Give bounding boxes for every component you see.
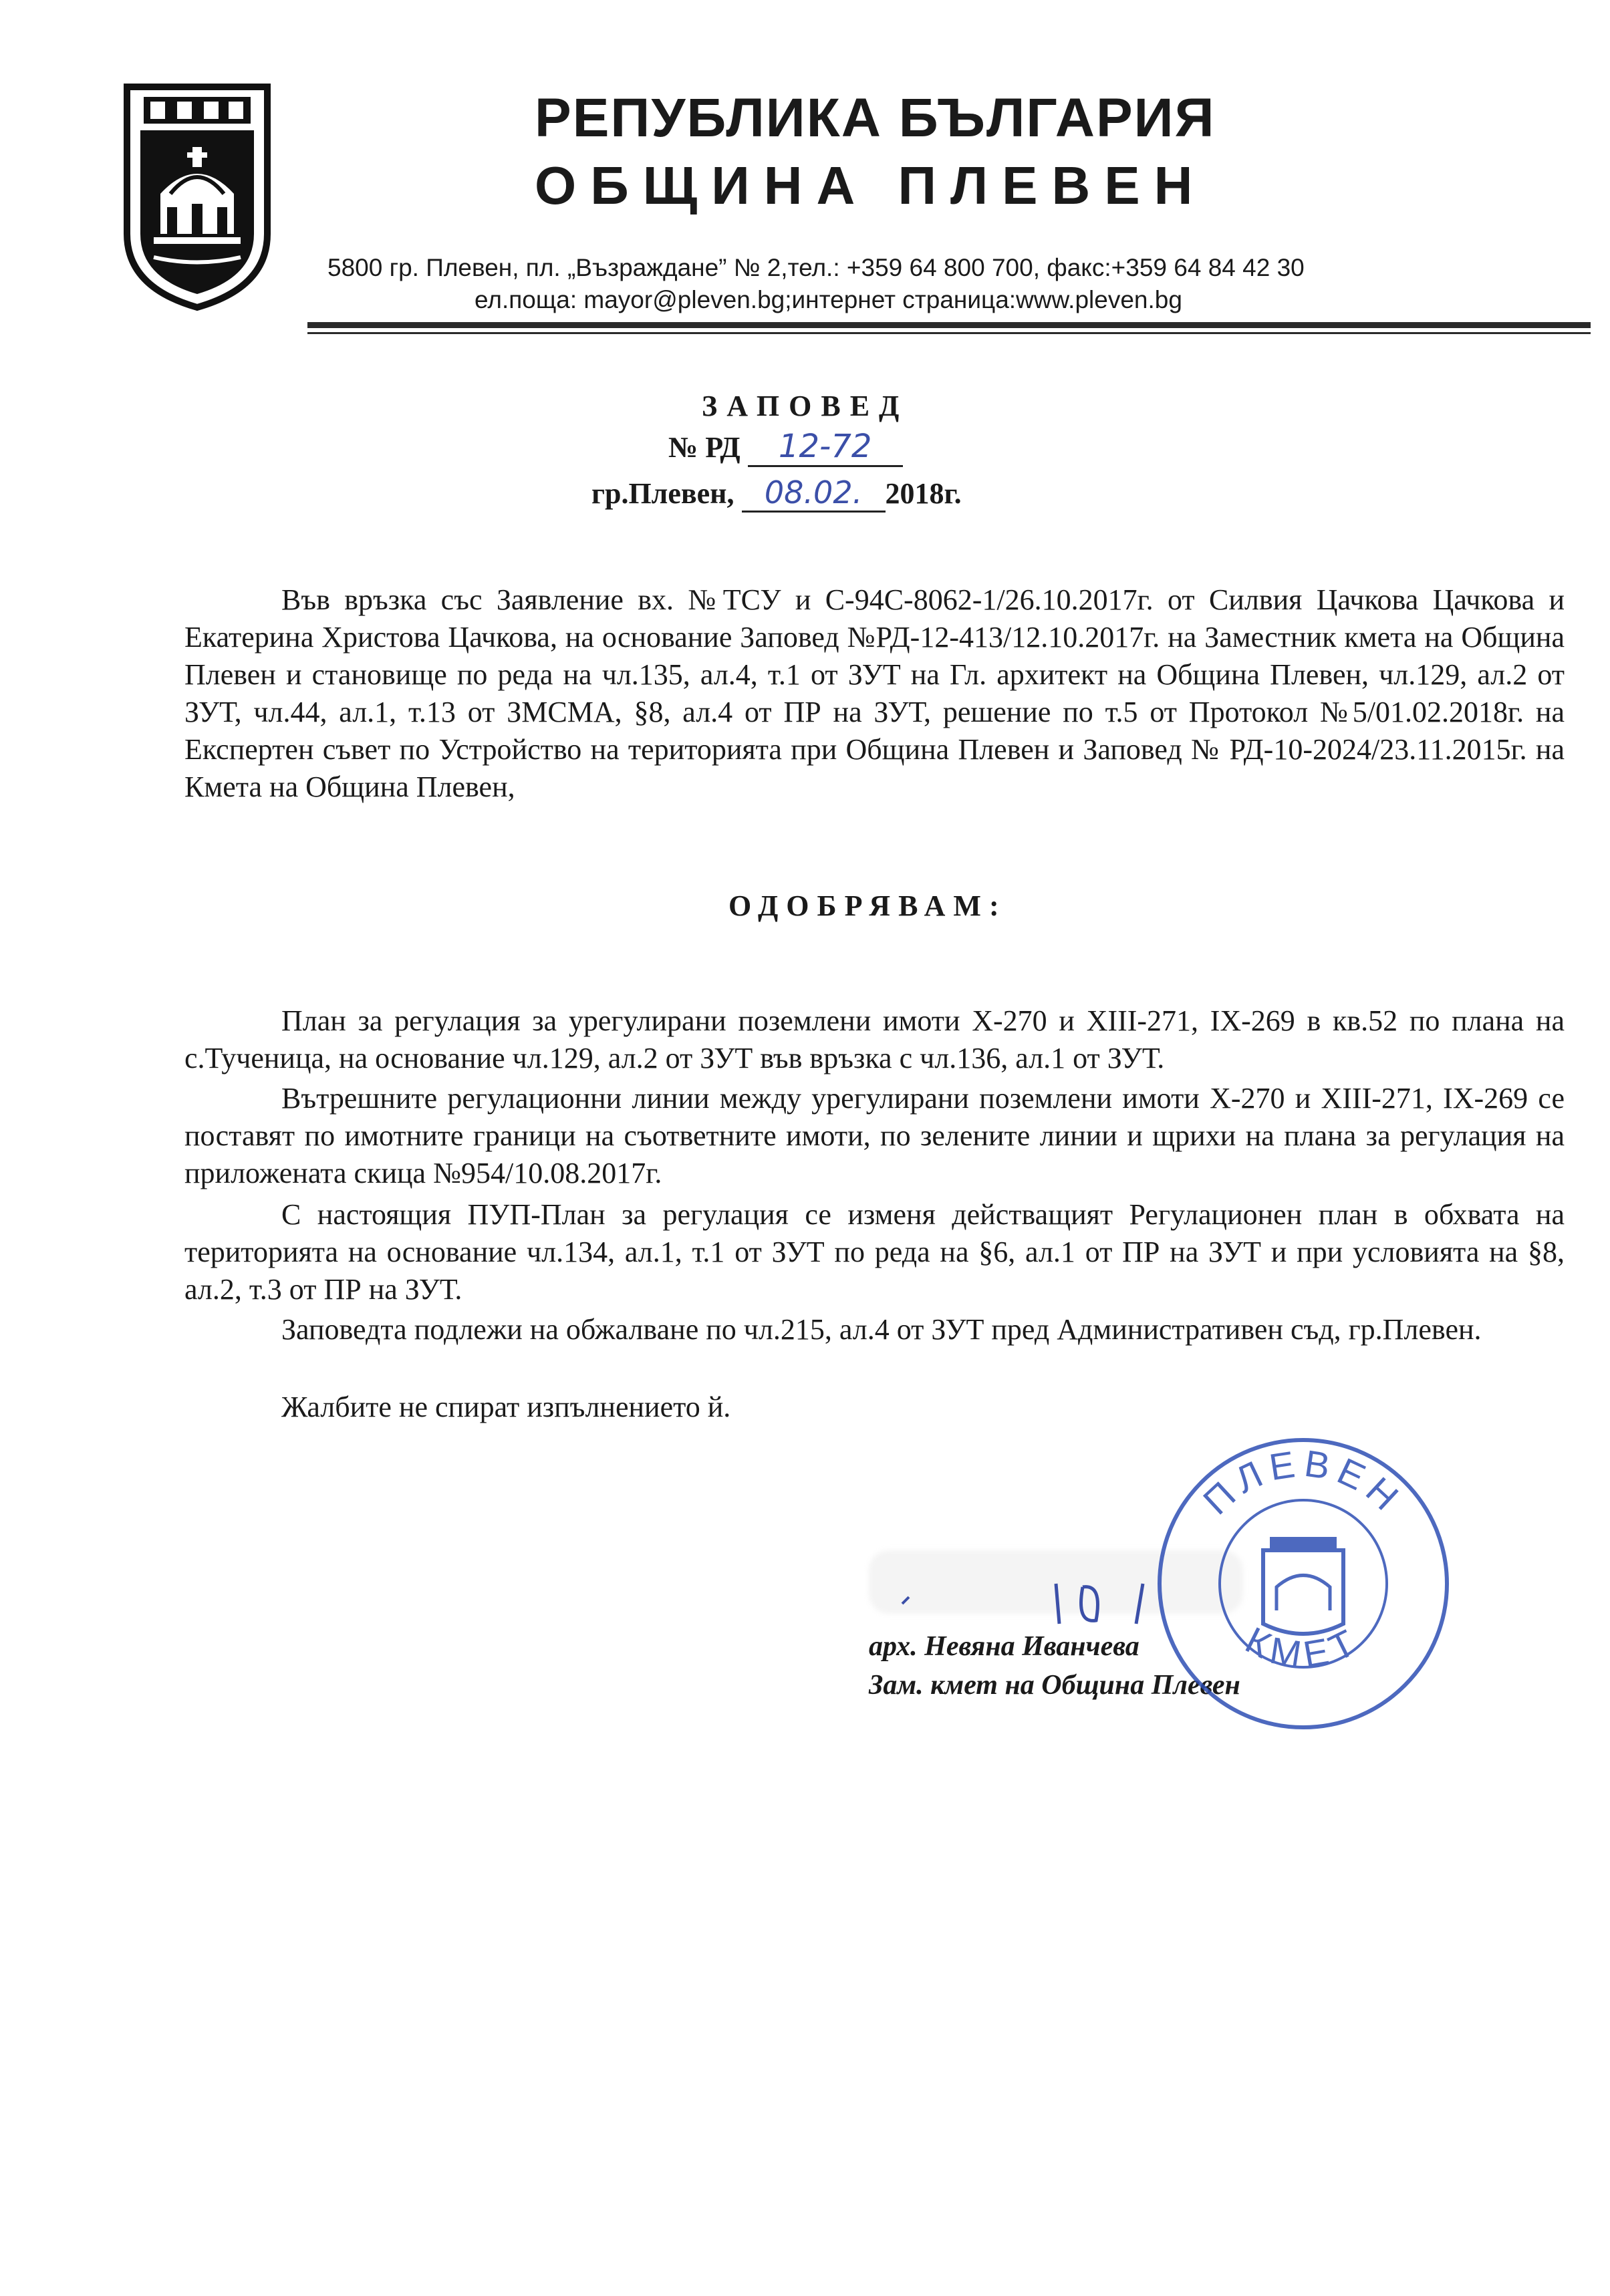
- intro-paragraph: Във връзка със Заявление вх. №ТСУ и С-94С-8062-1/26.10.2017г. от Силвия Цачкова Цачкова и Екатерина Христова Цачкова, на основание Заповед №РД-12-413/12.10.2017г. на Заместник кмета на Община Плевен и становище по реда на чл.135, ал.4, т.1 от ЗУТ на Гл. архитект на Община Плевен, чл.129, ал.2 от ЗУТ, чл.44, ал.1, т.13 от ЗМСМА, §8, ал.4 от ПР на ЗУТ, решение по т.5 от Протокол №5/01.02.2018г. на Експертен съвет по Устройство на територията при Община Плевен и Заповед № РД-10-2024/23.11.2015г. на Кмета на Община Плевен,: [184, 583, 1565, 803]
- body-paragraph: Заповедта подлежи на обжалване по чл.215, ал.4 от ЗУТ пред Административен съд, гр.Плевен.: [281, 1313, 1482, 1346]
- order-date-handwritten: 08.02.: [742, 474, 886, 513]
- header-rule-thin: [307, 332, 1591, 334]
- order-number-handwritten: 12-72: [748, 428, 903, 467]
- order-place-date-line: [591, 474, 962, 513]
- letterhead-address: 5800 гр. Плевен, пл. „Възраждане” № 2,тел.: +359 64 800 700, факс:+359 64 84 42 30: [327, 254, 1305, 281]
- letterhead-municipality: ОБЩИНА ПЛЕВЕН: [535, 156, 1207, 215]
- signatory-title: Зам. кмет на Община Плевен: [869, 1670, 1240, 1701]
- body-paragraph: План за регулация за урегулирани поземлени имоти Х-270 и ХIII-271, IХ-269 в кв.52 по плана на с.Тученица, на основание чл.129, ал.2 от ЗУТ във връзка с чл.136, ал.1 от ЗУТ.: [184, 1004, 1565, 1074]
- order-number-prefix: № РД: [668, 431, 741, 464]
- stamp-top-text: ПЛЕВЕН: [1195, 1441, 1412, 1523]
- official-stamp: [1150, 1430, 1457, 1737]
- stamp-bottom-text: КМЕТ: [1239, 1618, 1367, 1677]
- body-paragraph: С настоящия ПУП-План за регулация се изменя действащият Регулационен план в обхвата на територията на основание чл.134, ал.1, т.1 от ЗУТ по реда на §6, ал.1 от ПР на ЗУТ и при условията на §8, ал.2, т.3 от ПР на ЗУТ.: [184, 1198, 1565, 1306]
- order-place: гр.Плевен,: [591, 477, 734, 510]
- signatory-name: арх. Невяна Иванчева: [869, 1631, 1139, 1662]
- order-number-line: [668, 428, 903, 467]
- body-paragraph: Жалбите не спират изпълнението й.: [281, 1391, 731, 1423]
- order-title: ЗАПОВЕД: [702, 390, 909, 422]
- order-year: 2018г.: [885, 477, 962, 510]
- header-rule: [307, 322, 1591, 328]
- letterhead-country: РЕПУБЛИКА БЪЛГАРИЯ: [535, 88, 1216, 148]
- letterhead-contact: ел.поща: mayor@pleven.bg;интернет страница:www.pleven.bg: [475, 286, 1182, 313]
- approve-heading: ОДОБРЯВАМ:: [728, 889, 1007, 922]
- pleven-coat-of-arms-icon: [114, 67, 281, 314]
- body-paragraph: Вътрешните регулационни линии между урегулирани поземлени имоти Х-270 и ХIII-271, IХ-269 се поставят по имотните граници на съответните имоти, по зелените линии и щрихи на плана за регулация на приложената скица №954/10.08.2017г.: [184, 1082, 1565, 1189]
